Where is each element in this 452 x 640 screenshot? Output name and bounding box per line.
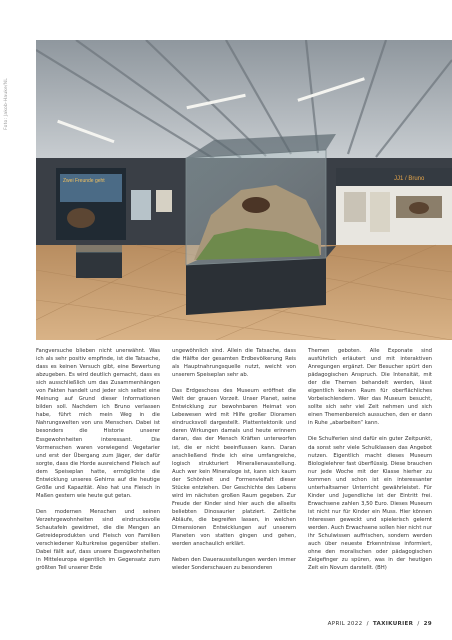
- paragraph: Den modernen Menschen und seinen Verzehrgewohnheiten sind eindrucksvolle Schautafeln gewidmet, die die Mengen an Getreideprodukten und Fleisch von Familien verschiedener Kulturkreise gegenüber stellen. Dabei fällt auf, dass unsere Essgewohnheiten in Mitteleuropa eigentlich im Gegensatz zum größten Teil unserer Erde: [36, 508, 160, 572]
- page-footer: [328, 621, 432, 627]
- paragraph: Das Erdgeschoss des Museum eröffnet die Welt der grauen Vorzeit. Unser Planet, seine Entwicklung zur bewohnbaren Heimat von Lebewesen wird mit Hilfe großer Dioramen eindrucksvoll dargestellt. Plattentektonik und deren Wirkungen damals und heute erinnern daran, das der Mensch Kräften unterworfen ist, die er nicht beeinflussen kann. Daran anschließend finde ich eine umfangreiche, logisch strukturiert Mineralienausstellung. Auch wer kein Mineraloge ist, kann sich kaum der Schönheit und Formenvielfalt dieser Stücke entziehen. Der Geschichte des Lebens wird im nächsten großen Raum gegeben. Zur Freude der Kinder sind hier auch die allseits beliebten Dinosaurier platziert. Zeitliche Abläufe, die begreifen lassen, in welchen Dimensionen Entwicklungen auf unserem Planeten von statten gingen und gehen, werden anschaulich erklärt.: [172, 388, 296, 548]
- paragraph: ungewöhnlich sind. Allein die Tatsache, dass die Hälfte der gesamten Erdbevölkerung Reis als Hauptnahrungsquelle nutzt, weicht von unserem Speiseplan sehr ab.: [172, 348, 296, 379]
- paragraph: Neben den Dauerausstellungen werden immer wieder Sonderschauen zu besonderen: [172, 557, 296, 572]
- footer-separator: /: [366, 621, 369, 627]
- text-column-1: [36, 347, 160, 572]
- paragraph: Die Schulferien sind dafür ein guter Zeitpunkt, da sonst sehr viele Schulklassen das Angebot nutzen. Eigentlich macht dieses Museum Biologielehrer fast überflüssig. Diese brauchen nur jede Woche mit der Klasse hierher zu kommen und schon ist ein interessanter unterhaltsamer Unterricht gewährleistet. Für Kinder und Jugendliche ist der Eintritt frei. Erwachsene zahlen 3,50 Euro. Dieses Museum ist nicht nur für Kinder ein Muss. Hier können Interessen geweckt und spielerisch gelernt werden. Auch Erwachsene sollen hier nicht nur ihr Schulwissen auffrischen, sondern werden auch über neueste Erkenntnisse informiert, ohne den moralischen oder pädagogischen Zeigefinger zu spüren, was in der heutigen Zeit ein Novum darstellt. (BH): [308, 436, 432, 572]
- page-number: 29: [423, 621, 432, 627]
- footer-separator: /: [417, 621, 420, 627]
- panel-right-title: JJ1 / Bruno: [394, 176, 425, 182]
- paragraph: Fangversuche blieben nicht unerwähnt. Was ich als sehr positiv empfinde, ist die Tatsache, dass es keinen Versuch gibt, eine Bewertung abzugeben. Es wird deutlich gemacht, dass es sich ausschließlich um das Zusammenhängen von Fakten handelt und jeder sich selbst eine Meinung auf Grund dieser Informationen bilden soll. Nachdem ich Bruno verlassen habe, führt mich mein Weg in die Nahrungswelten von uns Menschen. Dabei ist besonders die Historie unserer Essgewohnheiten interessant. Die Vormenschen waren vorwiegend Vegetarier und erst der Übergang zum Jäger, der dafür sorgte, dass die Horde ausreichend Fleisch auf dem Speiseplan hatte, ermöglichte die Entwicklung unseres Gehirns auf die heutige Größe und Kapazität. Also hat uns Fleisch in Maßen gestern wie heute gut getan.: [36, 348, 160, 499]
- photo-credit: Foto: Jakob-Hauke/NL: [4, 77, 9, 130]
- paragraph: Themen geboten. Alle Exponate sind ausführlich erläutert und mit interaktiven Anregungen ergänzt. Der Besucher spürt den pädagogischen Anspruch. Die Intensität, mit der die Themen behandelt werden, lässt eigentlich keinen Raum für oberflächliches Vorbeischlendern. Wer das Museum besucht, sollte sich sehr viel Zeit nehmen und sich einen Themenbereich aussuchen, den er dann in Ruhe „abarbeiten“ kann.: [308, 348, 432, 427]
- panel-left-title: Zwei Freunde geht: [63, 178, 105, 184]
- museum-photo: [36, 40, 452, 340]
- text-column-2: [172, 347, 296, 572]
- magazine-name: TAXIKURIER: [372, 621, 414, 627]
- issue-date: APRIL 2022: [327, 621, 363, 627]
- article-body: [36, 347, 432, 619]
- text-column-3: [308, 347, 432, 572]
